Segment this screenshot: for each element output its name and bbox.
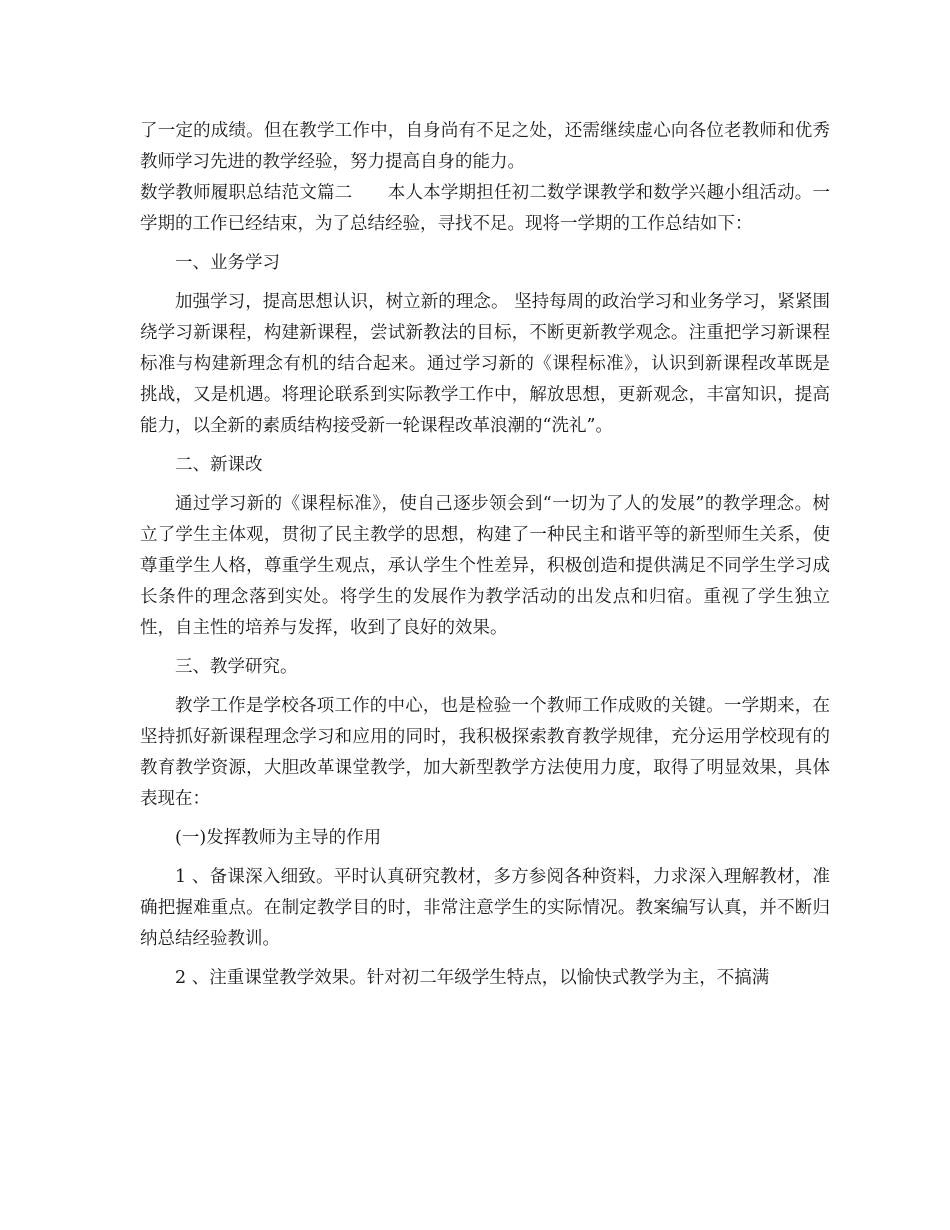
list-item-lesson-prep: 1 、备课深入细致。平时认真研究教材，多方参阅各种资料，力求深入理解教材，准确把握难重点。在制定教学目的时，非常注意学生的实际情况。教案编写认真，并不断归纳总结经验教训。: [140, 867, 830, 949]
document-body: [140, 116, 830, 994]
paragraph-new-curriculum: 通过学习新的《课程标准》，使自己逐步领会到“一切为了人的发展”的教学理念。树立了学生主体观，贯彻了民主教学的思想，构建了一种民主和谐平等的新型师生关系，使尊重学生人格，尊重学生观点，承认学生个性差异，积极创造和提供满足不同学生学习成长条件的理念落到实处。将学生的发展作为教学活动的出发点和归宿。重视了学生独立性，自主性的培养与发挥，收到了良好的效果。: [140, 494, 830, 638]
paragraph-continuation: 了一定的成绩。但在教学工作中，自身尚有不足之处，还需继续虚心向各位老教师和优秀教师学习先进的教学经验，努力提高自身的能力。: [140, 121, 830, 172]
section-heading-business-study: 一、业务学习: [175, 253, 280, 273]
paragraph-business-study: 加强学习，提高思想认识，树立新的理念。 坚持每周的政治学习和业务学习，紧紧围绕学习新课程，构建新课程，尝试新教法的目标，不断更新教学观念。注重把学习新课程标准与构建新理念有机的结合起来。通过学习新的《课程标准》，认识到新课程改革既是挑战，又是机遇。将理论联系到实际教学工作中，解放思想，更新观念，丰富知识，提高能力，以全新的素质结构接受新一轮课程改革浪潮的“洗礼”。: [140, 292, 830, 436]
paragraph-article-title: 数学教师履职总结范文篇二 本人本学期担任初二数学课教学和数学兴趣小组活动。一学期的工作已经结束，为了总结经验，寻找不足。现将一学期的工作总结如下：: [140, 183, 830, 234]
section-heading-teaching-research: 三、教学研究。: [175, 657, 298, 677]
section-heading-new-curriculum: 二、新课改: [175, 455, 263, 475]
list-item-classroom-effect: 2 、注重课堂教学效果。针对初二年级学生特点，以愉快式教学为主，不搞满: [175, 968, 770, 988]
paragraph-teaching-research: 教学工作是学校各项工作的中心，也是检验一个教师工作成败的关键。一学期来，在坚持抓好新课程理念学习和应用的同时，我积极探索教育教学规律，充分运用学校现有的教育教学资源，大胆改革课堂教学，加大新型教学方法使用力度，取得了明显效果，具体表现在：: [140, 696, 830, 809]
subsection-heading-teacher-role: (一)发挥教师为主导的作用: [175, 828, 382, 848]
